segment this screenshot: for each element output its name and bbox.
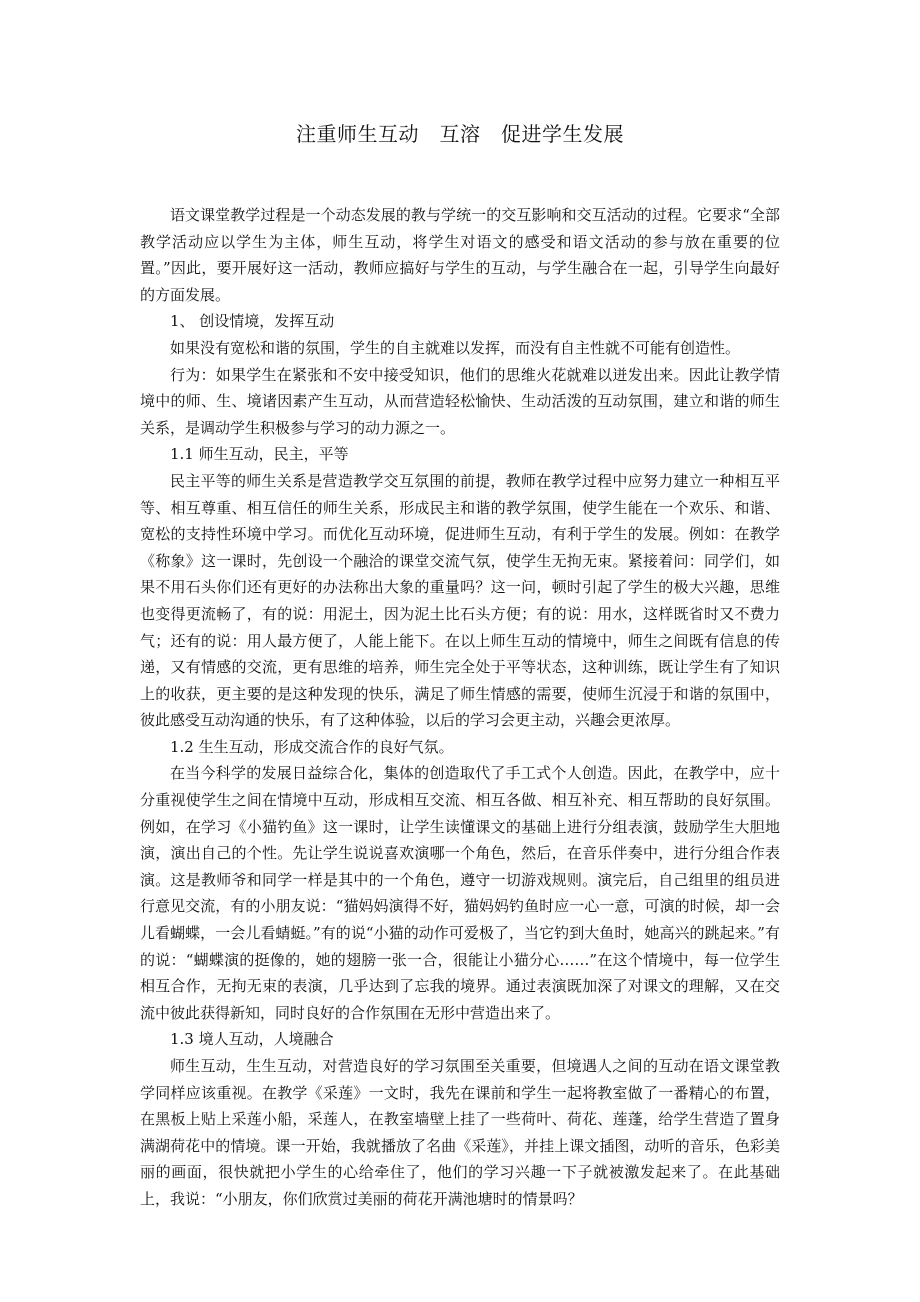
body-paragraph: 民主平等的师生关系是营造教学交互氛围的前提，教师在教学过程中应努力建立一种相互平等、相互尊重、相互信任的师生关系，形成民主和谐的教学氛围，使学生能在一个欢乐、和谐、宽松的支持性环境中学习。而优化互动环境，促进师生互动，有利于学生的发展。例如：在教学《称象》这一课时，先创设一个融洽的课堂交流气氛，使学生无拘无束。紧接着问：同学们，如果不用石头你们还有更好的办法称出大象的重量吗？这一问，顿时引起了学生的极大兴趣，思维也变得更流畅了，有的说：用泥土，因为泥土比石头方便；有的说：用水，这样既省时又不费力气；还有的说：用人最方便了，人能上能下。在以上师生互动的情境中，师生之间既有信息的传递，又有情感的交流，更有思维的培养，师生完全处于平等状态，这种训练，既让学生有了知识上的收获，更主要的是这种发现的快乐，满足了师生情感的需要，使师生沉浸于和谐的氛围中，彼此感受互动沟通的快乐，有了这种体验，以后的学习会更主动，兴趣会更浓厚。 (140, 471, 780, 730)
document-body (140, 202, 780, 1213)
body-paragraph: 如果没有宽松和谐的氛围，学生的自主就难以发挥，而没有自主性就不可能有创造性。 (170, 338, 741, 357)
document-title: 注重师生互动 互溶 促进学生发展 (296, 122, 624, 146)
section-heading-1-2: 1.2 生生互动，形成交流合作的良好气氛。 (170, 737, 454, 756)
body-paragraph: 行为：如果学生在紧张和不安中接受知识，他们的思维火花就难以迸发出来。因此让教学情境中的师、生、境诸因素产生互动，从而营造轻松愉快、生动活泼的互动氛围，建立和谐的师生关系，是调动学生积极参与学习的动力源之一。 (140, 365, 780, 437)
body-paragraph: 在当今科学的发展日益综合化，集体的创造取代了手工式个人创造。因此，在教学中，应十分重视使学生之间在情境中互动，形成相互交流、相互各做、相互补充、相互帮助的良好氛围。例如，在学习《小猫钓鱼》这一课时，让学生读懂课文的基础上进行分组表演，鼓励学生大胆地演，演出自己的个性。先让学生说说喜欢演哪一个角色，然后，在音乐伴奏中，进行分组合作表演。这是教师爷和同学一样是其中的一个角色，遵守一切游戏规则。演完后，自己组里的组员进行意见交流，有的小朋友说：“猫妈妈演得不好，猫妈妈钓鱼时应一心一意，可演的时候，却一会儿看蝴蝶，一会儿看蜻蜓。”有的说“小猫的动作可爱极了，当它钓到大鱼时，她高兴的跳起来。”有的说：“蝴蝶演的挺像的，她的翅膀一张一合，很能让小猫分心……”在这个情境中，每一位学生相互合作，无拘无束的表演，几乎达到了忘我的境界。通过表演既加深了对课文的理解，又在交流中彼此获得新知，同时良好的合作氛围在无形中营造出来了。 (140, 764, 780, 1022)
section-heading-1: 1、 创设情境，发挥互动 (170, 312, 335, 331)
section-heading-1-3: 1.3 境人互动，人境融合 (170, 1030, 334, 1049)
section-heading-1-1: 1.1 师生互动，民主，平等 (170, 445, 349, 464)
body-paragraph: 师生互动，生生互动，对营造良好的学习氛围至关重要，但境遇人之间的互动在语文课堂教学同样应该重视。在教学《采莲》一文时，我先在课前和学生一起将教室做了一番精心的布置，在黑板上贴上采莲小船，采莲人，在教室墙壁上挂了一些荷叶、荷花、莲蓬，给学生营造了置身满湖荷花中的情境。课一开始，我就播放了名曲《采莲》，并挂上课文插图，动听的音乐，色彩美丽的画面，很快就把小学生的心给牵住了，他们的学习兴趣一下子就被激发起来了。在此基础上，我说：“小朋友，你们欣赏过美丽的荷花开满池塘时的情景吗？ (140, 1057, 780, 1208)
intro-paragraph: 语文课堂教学过程是一个动态发展的教与学统一的交互影响和交互活动的过程。它要求“全部教学活动应以学生为主体，师生互动，将学生对语文的感受和语文活动的参与放在重要的位置。”因此，要开展好这一活动，教师应搞好与学生的互动，与学生融合在一起，引导学生向最好的方面发展。 (140, 206, 780, 304)
